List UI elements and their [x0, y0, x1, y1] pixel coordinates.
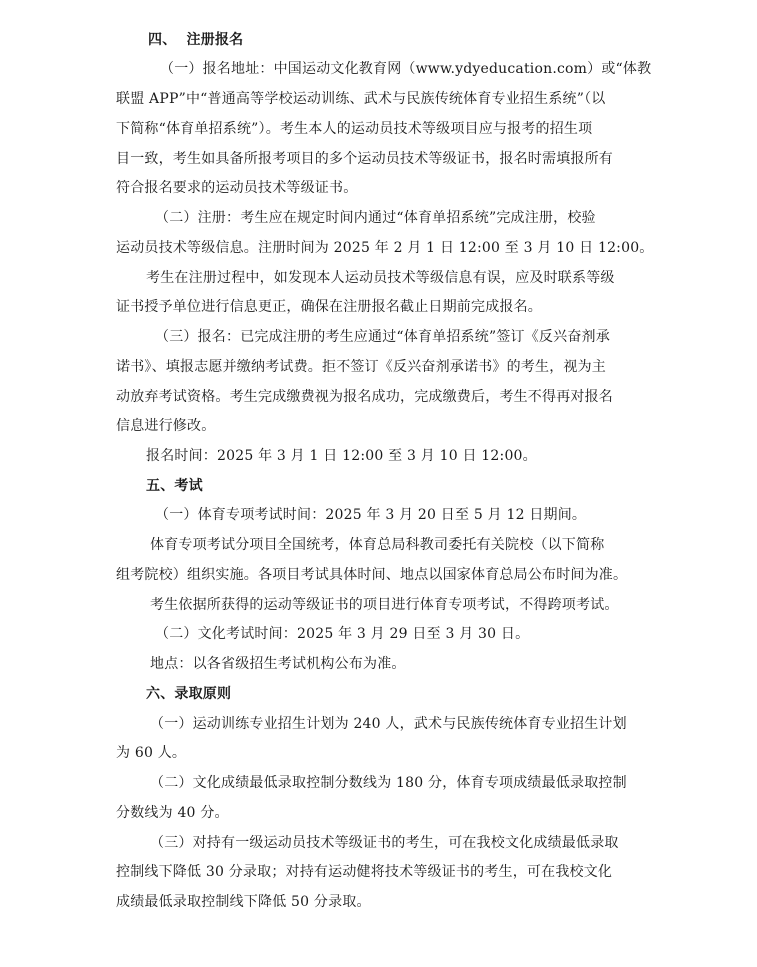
- paragraph-line: 证书授予单位进行信息更正，确保在注册报名截止日期前完成报名。: [116, 299, 542, 315]
- paragraph-line: 诺书》、填报志愿并缴纳考试费。拒不签订《反兴奋剂承诺书》的考生，视为主: [116, 359, 606, 375]
- paragraph-line: 体育专项考试分项目全国统考，体育总局科教司委托有关院校（以下简称: [150, 537, 605, 553]
- paragraph-line: 成绩最低录取控制线下降低 50 分录取。: [116, 894, 371, 910]
- paragraph-line: 为 60 人。: [116, 745, 187, 761]
- paragraph-line: 下简称“体育单招系统”）。考生本人的运动员技术等级项目应与报考的招生项: [116, 121, 593, 137]
- paragraph-line: 考生在注册过程中，如发现本人运动员技术等级信息有误，应及时联系等级: [146, 270, 615, 286]
- paragraph-line: （二）注册：考生应在规定时间内通过“体育单招系统”完成注册，校验: [155, 210, 596, 226]
- paragraph-line: 信息进行修改。: [116, 418, 216, 434]
- section-heading-exam: 五、考试: [146, 478, 203, 494]
- section-heading-admission: 六、录取原则: [146, 686, 232, 702]
- paragraph-line: 地点：以各省级招生考试机构公布为准。: [150, 656, 406, 672]
- paragraph-line: 组考院校）组织实施。各项目考试具体时间、地点以国家体育总局公布时间为准。: [116, 567, 628, 583]
- paragraph-line: 符合报名要求的运动员技术等级证书。: [116, 180, 358, 196]
- paragraph-line: （三）报名：已完成注册的考生应通过“体育单招系统”签订《反兴奋剂承: [155, 329, 610, 345]
- paragraph-line: 运动员技术等级信息。注册时间为 2025 年 2 月 1 日 12:00 至 3 月 10 日 12:00。: [116, 240, 654, 256]
- paragraph-line: （三）对持有一级运动员技术等级证书的考生，可在我校文化成绩最低录取: [150, 835, 619, 851]
- paragraph-line: 控制线下降低 30 分录取；对持有运动健将技术等级证书的考生，可在我校文化: [116, 864, 613, 880]
- paragraph-line: 联盟 APP”中“普通高等学校运动训练、武术与民族传统体育专业招生系统”（以: [116, 91, 606, 107]
- paragraph-line: 报名时间：2025 年 3 月 1 日 12:00 至 3 月 10 日 12:00。: [146, 448, 537, 464]
- paragraph-line: （二）文化考试时间：2025 年 3 月 29 日至 3 月 30 日。: [155, 626, 530, 642]
- section-heading-register: 四、 注册报名: [148, 32, 244, 48]
- paragraph-line: 分数线为 40 分。: [116, 805, 229, 821]
- paragraph-line: （一）体育专项考试时间：2025 年 3 月 20 日至 5 月 12 日期间。: [155, 507, 587, 523]
- paragraph-line: （一）报名地址：中国运动文化教育网（www.ydyeducation.com）或“体教: [160, 61, 652, 77]
- paragraph-line: 动放弃考试资格。考生完成缴费视为报名成功，完成缴费后，考生不得再对报名: [116, 389, 613, 405]
- paragraph-line: （一）运动训练专业招生计划为 240 人，武术与民族传统体育专业招生计划: [150, 716, 627, 732]
- paragraph-line: 考生依据所获得的运动等级证书的项目进行体育专项考试，不得跨项考试。: [150, 597, 619, 613]
- paragraph-line: 目一致，考生如具备所报考项目的多个运动员技术等级证书，报名时需填报所有: [116, 151, 613, 167]
- paragraph-line: （二）文化成绩最低录取控制分数线为 180 分，体育专项成绩最低录取控制: [150, 775, 627, 791]
